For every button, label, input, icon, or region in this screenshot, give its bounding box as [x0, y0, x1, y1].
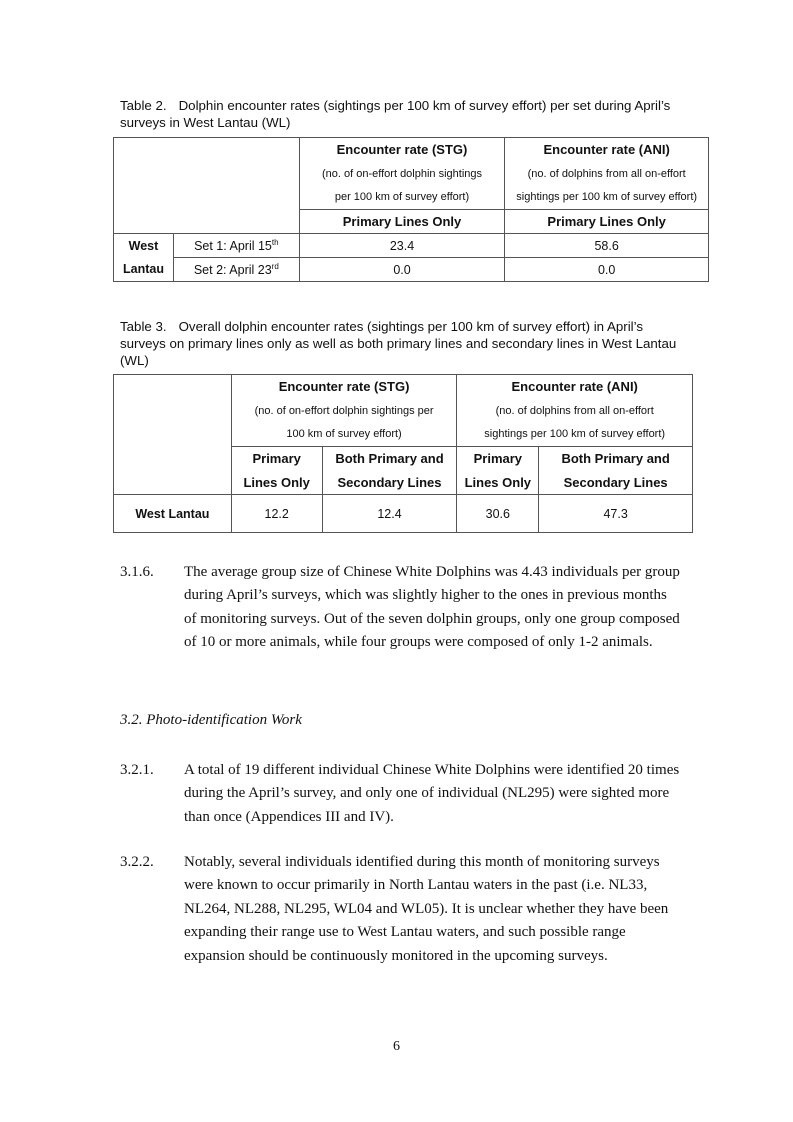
table3	[113, 374, 693, 533]
table2-set2-label: Set 2: April 23rd	[173, 258, 299, 282]
table2-region-label-2: Lantau	[114, 258, 174, 282]
table3-stg-primary-l1: Primary	[231, 447, 322, 471]
paragraph-3-2-2	[120, 851, 680, 968]
paragraph-3-1-6	[120, 561, 680, 655]
table2-stg-primary-only: Primary Lines Only	[299, 210, 505, 234]
table2-caption	[120, 97, 690, 131]
table3-ani-primary-l1: Primary	[457, 447, 539, 471]
table3-ani-header: Encounter rate (ANI)	[457, 375, 693, 399]
table3-ani-sub2: sightings per 100 km of survey effort)	[457, 423, 693, 447]
table2-ani-primary-only: Primary Lines Only	[505, 210, 709, 234]
table3-ani-primary-l2: Lines Only	[457, 471, 539, 495]
paragraph-text: A total of 19 different individual Chinese White Dolphins were identified 20 times during the April’s survey, and only one of individual (NL295) were sighted more than once (Appendices III and IV).	[184, 762, 680, 825]
table3-caption-text: Overall dolphin encounter rates (sightings per 100 km of survey effort) in April’s surveys on primary lines only as well as both primary lines and secondary lines in West Lantau (WL)	[120, 319, 677, 368]
paragraph-3-2-1	[120, 759, 680, 829]
paragraph-text: The average group size of Chinese White Dolphins was 4.43 individuals per group during April’s surveys, which was slightly higher to the ones in previous months of monitoring surveys. Out of the seven dolphin groups, only one group composed of 10 or more animals, while four groups were composed of only 1-2 animals.	[184, 564, 680, 651]
table2-caption-text: Dolphin encounter rates (sightings per 100 km of survey effort) per set during April’s surveys in West Lantau (WL)	[120, 98, 671, 130]
table2	[113, 137, 709, 282]
page-number: 6	[393, 1039, 400, 1054]
table3-stg-primary-value: 12.2	[231, 495, 322, 533]
table2-region-label-1: West	[114, 234, 174, 258]
table3-stg-sub1: (no. of on-effort dolphin sightings per	[231, 399, 457, 423]
paragraph-number: 3.2.1.	[120, 762, 154, 778]
table2-set2-ani: 0.0	[505, 258, 709, 282]
table2-set2-stg: 0.0	[299, 258, 505, 282]
table2-ani-sub1: (no. of dolphins from all on-effort	[505, 162, 709, 186]
table2-ani-header: Encounter rate (ANI)	[505, 138, 709, 162]
table3-stg-sub2: 100 km of survey effort)	[231, 423, 457, 447]
table3-number: Table 3.	[120, 319, 167, 334]
table2-set1-stg: 23.4	[299, 234, 505, 258]
paragraph-number: 3.1.6.	[120, 564, 154, 580]
table3-ani-both-l1: Both Primary and	[539, 447, 693, 471]
table2-ani-sub2: sightings per 100 km of survey effort)	[505, 186, 709, 210]
table3-stg-primary-l2: Lines Only	[231, 471, 322, 495]
table3-ani-primary-value: 30.6	[457, 495, 539, 533]
paragraph-number: 3.2.2.	[120, 854, 154, 870]
table2-stg-sub1: (no. of on-effort dolphin sightings	[299, 162, 505, 186]
table3-caption	[120, 318, 690, 369]
table2-stg-header: Encounter rate (STG)	[299, 138, 505, 162]
table2-set1-ani: 58.6	[505, 234, 709, 258]
table3-ani-sub1: (no. of dolphins from all on-effort	[457, 399, 693, 423]
table3-corner-cell	[114, 375, 232, 495]
paragraph-text: Notably, several individuals identified during this month of monitoring surveys were known to occur primarily in North Lantau waters in the past (i.e. NL33, NL264, NL288, NL295, WL04 and WL05). It is unclear whether they have been expanding their range use to West Lantau waters, and such possible range expansion should be continuously monitored in the upcoming surveys.	[184, 854, 669, 964]
section-heading: 3.2. Photo-identification Work	[120, 712, 302, 728]
table3-row-label: West Lantau	[114, 495, 232, 533]
table2-set1-label: Set 1: April 15th	[173, 234, 299, 258]
table2-number: Table 2.	[120, 98, 167, 113]
table3-stg-header: Encounter rate (STG)	[231, 375, 457, 399]
table3-stg-both-l2: Secondary Lines	[322, 471, 457, 495]
table3-stg-both-value: 12.4	[322, 495, 457, 533]
table3-stg-both-l1: Both Primary and	[322, 447, 457, 471]
table3-ani-both-value: 47.3	[539, 495, 693, 533]
table3-ani-both-l2: Secondary Lines	[539, 471, 693, 495]
table2-stg-sub2: per 100 km of survey effort)	[299, 186, 505, 210]
table2-corner-cell	[114, 138, 300, 234]
